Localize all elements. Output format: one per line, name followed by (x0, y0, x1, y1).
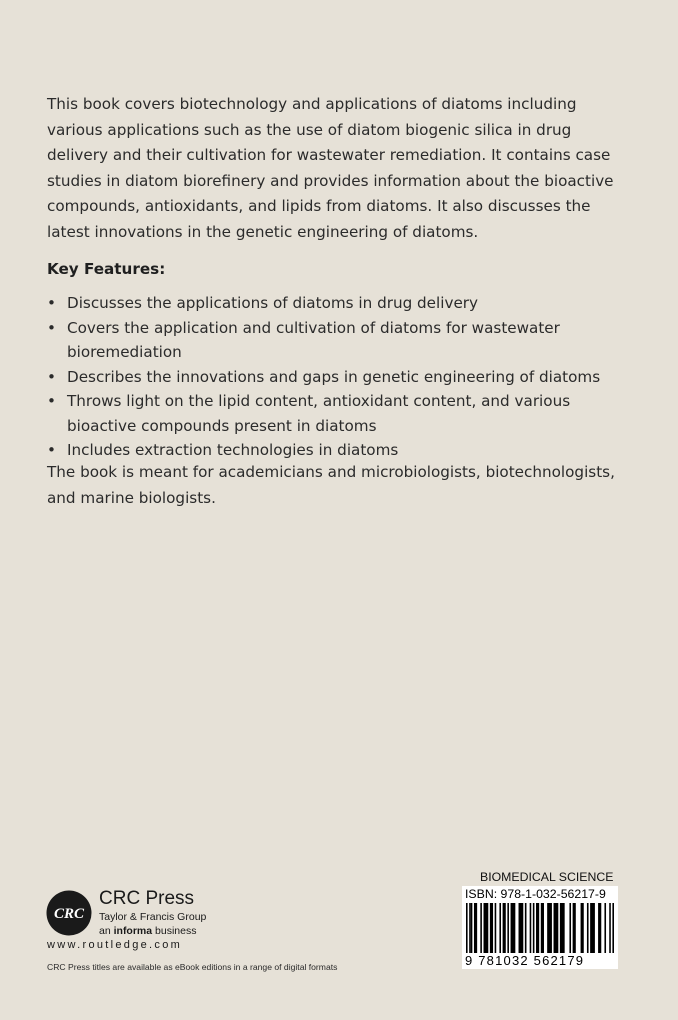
book-description (47, 92, 627, 246)
barcode-bar (547, 903, 552, 953)
barcode-bar (536, 903, 539, 953)
barcode-bar (598, 903, 601, 953)
publisher-url[interactable]: www.routledge.com (47, 939, 183, 951)
informa-tagline (99, 925, 197, 937)
barcode-bar (499, 903, 501, 953)
informa-suffix: business (155, 925, 197, 937)
barcode-icon (463, 903, 617, 953)
barcode-bar (533, 903, 535, 953)
informa-prefix: an (99, 925, 111, 937)
barcode-bar (519, 903, 524, 953)
barcode-bar (581, 903, 584, 953)
barcode-bar (471, 903, 473, 953)
barcode-bar (587, 903, 589, 953)
informa-brand: informa (113, 925, 153, 937)
feature-item: • Covers the application and cultivation of diatoms for wastewater bioremediation (47, 316, 627, 365)
barcode-bar (530, 903, 532, 953)
barcode-bar (507, 903, 509, 953)
logo-lettering: CRC (53, 906, 85, 922)
barcode-bar (503, 903, 506, 953)
ebook-note: CRC Press titles are available as eBook editions in a range of digital formats (47, 962, 338, 972)
feature-item: • Throws light on the lipid content, antioxidant content, and various bioactive compounds present in diatoms (47, 389, 627, 438)
barcode-bar (609, 903, 611, 953)
key-features-heading: Key Features: (47, 260, 166, 278)
barcode-bar (466, 903, 468, 953)
barcode-bar (541, 903, 544, 953)
key-features-list (47, 291, 627, 463)
barcode-bar (474, 903, 477, 953)
barcode-bar (604, 903, 606, 953)
isbn-label: ISBN: 978-1-032-56217-9 (465, 887, 606, 901)
feature-item: • Discusses the applications of diatoms in drug delivery (47, 291, 627, 316)
barcode-bar (525, 903, 527, 953)
barcode-bar (554, 903, 559, 953)
barcode-bar (484, 903, 489, 953)
barcode-bar (560, 903, 565, 953)
barcode-bar (511, 903, 516, 953)
barcode-bar (480, 903, 482, 953)
barcode-bar (590, 903, 595, 953)
publisher-group: Taylor & Francis Group (99, 911, 207, 923)
feature-item: • Includes extraction technologies in diatoms (47, 438, 627, 463)
barcode-bar (569, 903, 571, 953)
audience-text: The book is meant for academicians and microbiologists, biotechnologists, and marine biologists. (47, 463, 615, 507)
barcode-bar (573, 903, 576, 953)
subject-category: BIOMEDICAL SCIENCE (480, 870, 614, 884)
description-text: This book covers biotechnology and applications of diatoms including various applications such as the use of diatom biogenic silica in drug delivery and their cultivation for wastewater remediation. It contains case studies in diatom biorefinery and provides information about the bioactive compounds, antioxidants, and lipids from diatoms. It also discusses the latest innovations in the genetic engineering of diatoms. (47, 95, 614, 241)
barcode-bar (469, 903, 471, 953)
publisher-name: CRC Press (99, 888, 195, 909)
barcode-digits: 9 781032 562179 (465, 953, 585, 968)
feature-item: • Describes the innovations and gaps in genetic engineering of diatoms (47, 365, 627, 390)
barcode-bar (495, 903, 497, 953)
crc-press-logo-icon (46, 890, 92, 936)
barcode-bar (612, 903, 614, 953)
barcode-bar (490, 903, 493, 953)
